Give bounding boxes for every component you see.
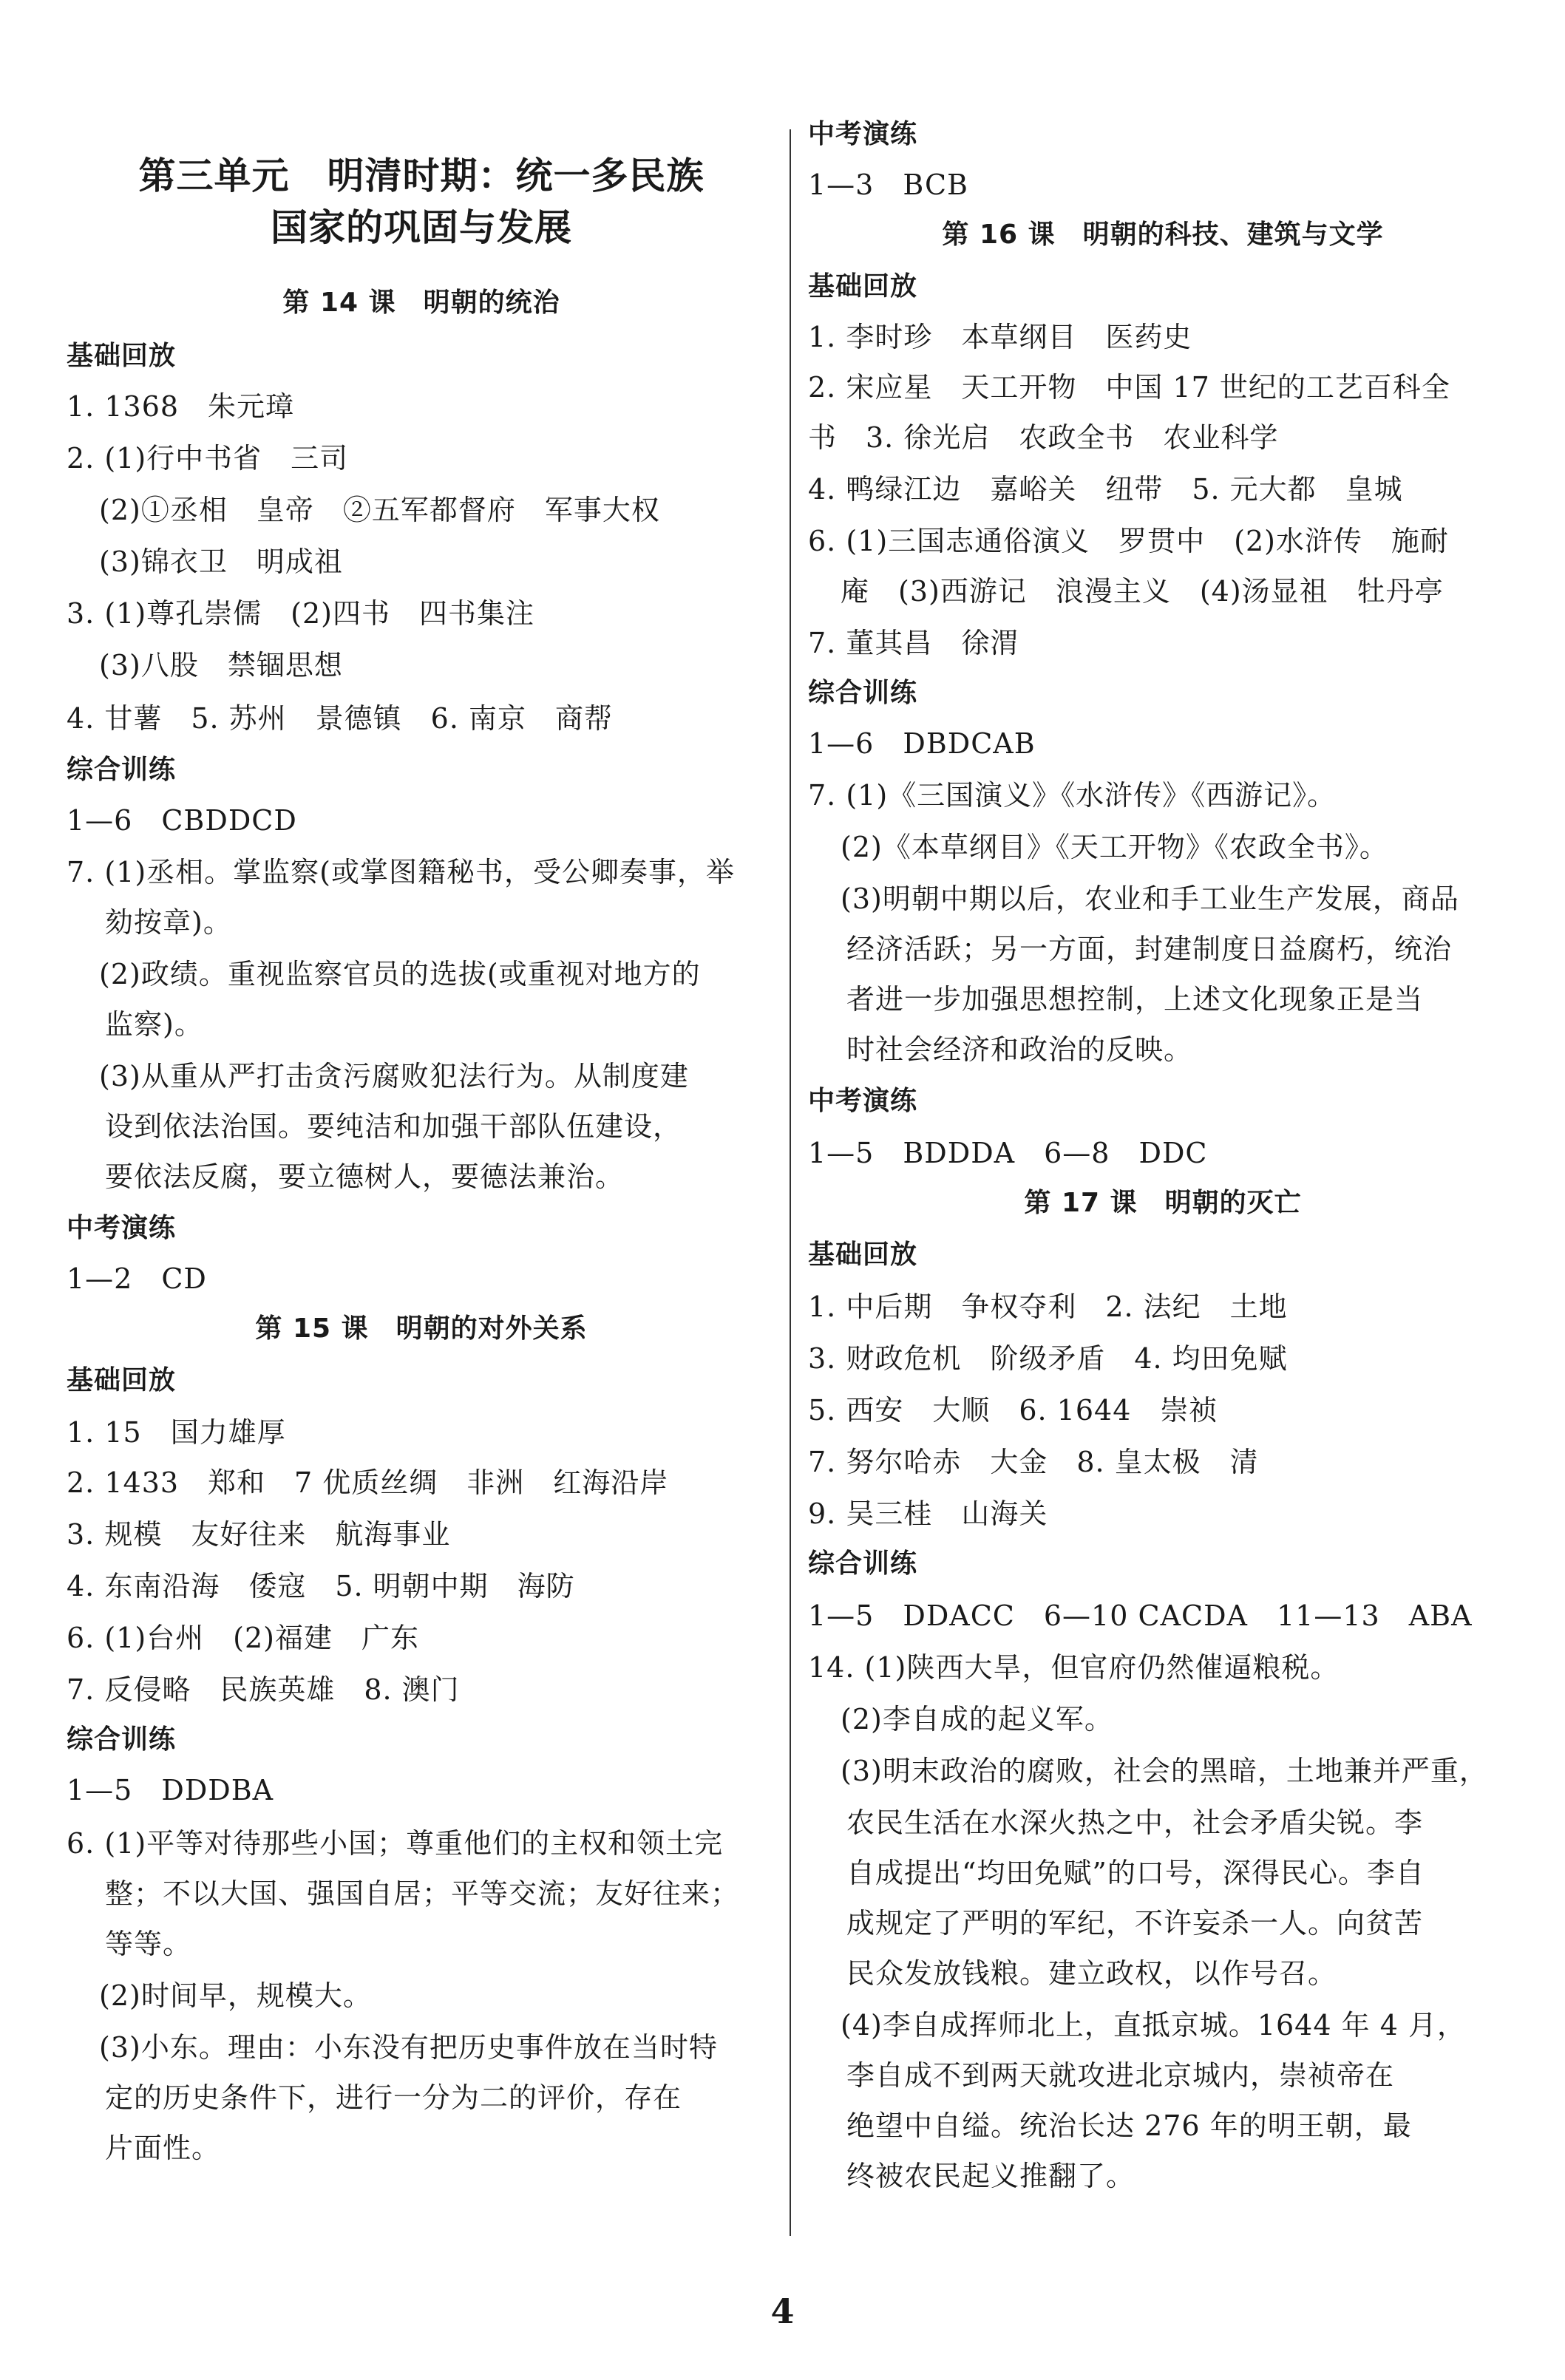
page-number: 4: [770, 2291, 795, 2331]
answer-subline: (2)《本草纲目》《天工开物》《农政全书》。: [841, 831, 1388, 863]
answer-continuation: 农民生活在水深火热之中，社会矛盾尖锐。李: [846, 1806, 1424, 1839]
answer-line: 9. 吴三桂 山海关: [808, 1497, 1048, 1530]
answer-continuation: 时社会经济和政治的反映。: [846, 1033, 1193, 1066]
answer-line: 书 3. 徐光启 农政全书 农业科学: [808, 421, 1279, 454]
answer-line: 4. 甘薯 5. 苏州 景德镇 6. 南京 商帮: [67, 702, 614, 735]
section-heading: 中考演练: [808, 119, 918, 149]
answer-subline: (2)时间早，规模大。: [99, 1979, 372, 2012]
answer-subline: (2)①丞相 皇帝 ②五军都督府 军事大权: [99, 494, 660, 526]
answer-continuation: 定的历史条件下，进行一分为二的评价，存在: [105, 2081, 682, 2114]
section-heading: 综合训练: [67, 755, 177, 785]
section-heading: 基础回放: [808, 1240, 918, 1270]
section-heading: 中考演练: [808, 1086, 918, 1116]
answer-continuation: 者进一步加强思想控制，上述文化现象正是当: [846, 983, 1424, 1016]
section-heading: 综合训练: [808, 1548, 918, 1579]
answer-continuation: 设到依法治国。要纯洁和加强干部队伍建设，: [105, 1110, 682, 1143]
section-heading: 综合训练: [808, 678, 918, 708]
answer-line: 4. 鸭绿江边 嘉峪关 纽带 5. 元大都 皇城: [808, 473, 1403, 506]
answer-subline: (2)政绩。重视监察官员的选拔(或重视对地方的: [99, 958, 701, 990]
answer-line: 6. (1)平等对待那些小国；尊重他们的主权和领土完: [67, 1827, 724, 1860]
answer-line: 6. (1)台州 (2)福建 广东: [67, 1622, 419, 1654]
section-heading: 基础回放: [67, 1365, 177, 1395]
answer-subline: (3)从重从严打击贪污腐败犯法行为。从制度建: [99, 1060, 689, 1092]
section-heading: 基础回放: [67, 341, 177, 371]
lesson-title: 第 16 课 明朝的科技、建筑与文学: [942, 220, 1384, 250]
lesson-title: 第 15 课 明朝的对外关系: [255, 1313, 588, 1344]
answer-continuation: 等等。: [105, 1928, 192, 1960]
answer-subline: (3)明朝中期以后，农业和手工业生产发展，商品: [841, 883, 1459, 915]
lesson-title: 第 14 课 明朝的统治: [282, 288, 560, 318]
lesson-title: 第 17 课 明朝的灭亡: [1024, 1188, 1302, 1218]
answer-line: 1—2 CD: [67, 1262, 207, 1295]
answer-continuation: 自成提出“均田免赋”的口号，深得民心。李自: [846, 1857, 1425, 1889]
section-heading: 综合训练: [67, 1724, 177, 1755]
answer-subline: (2)李自成的起义军。: [841, 1703, 1113, 1735]
answer-continuation: 民众发放钱粮。建立政权，以作号召。: [846, 1957, 1337, 1990]
answer-line: 1. 李时珍 本草纲目 医药史: [808, 321, 1192, 353]
answer-line: 1. 1368 朱元璋: [67, 390, 295, 423]
answer-line: 3. 规模 友好往来 航海事业: [67, 1518, 451, 1551]
unit-title: 国家的巩固与发展: [271, 205, 572, 249]
answer-subline: (3)八股 禁锢思想: [99, 649, 343, 681]
answer-continuation: 成规定了严明的军纪，不许妄杀一人。向贫苦: [846, 1907, 1424, 1939]
answer-line: 1—3 BCB: [808, 169, 968, 201]
answer-line: 1—6 DBDCAB: [808, 727, 1036, 760]
answer-subline: (3)锦衣卫 明成祖: [99, 545, 343, 578]
answer-subline: 庵 (3)西游记 浪漫主义 (4)汤显祖 牡丹亭: [841, 575, 1444, 608]
answer-continuation: 经济活跃；另一方面，封建制度日益腐朽，统治: [846, 933, 1453, 965]
answer-line: 1—5 DDDBA: [67, 1774, 274, 1806]
answer-subline: (3)小东。理由：小东没有把历史事件放在当时特: [99, 2031, 718, 2064]
answer-line: 7. 反侵略 民族英雄 8. 澳门: [67, 1673, 460, 1706]
answer-line: 3. (1)尊孔崇儒 (2)四书 四书集注: [67, 597, 534, 630]
answer-line: 1. 15 国力雄厚: [67, 1416, 286, 1449]
answer-continuation: 整；不以大国、强国自居；平等交流；友好往来；: [105, 1877, 740, 1910]
answer-line: 2. 宋应星 天工开物 中国 17 世纪的工艺百科全: [808, 371, 1450, 404]
section-heading: 中考演练: [67, 1213, 177, 1243]
answer-line: 1—6 CBDDCD: [67, 804, 297, 837]
answer-line: 2. 1433 郑和 7 优质丝绸 非洲 红海沿岸: [67, 1466, 669, 1499]
answer-continuation: 终被农民起义推翻了。: [846, 2160, 1135, 2192]
answer-continuation: 绝望中自缢。统治长达 276 年的明王朝，最: [846, 2109, 1412, 2142]
answer-line: 7. (1)《三国演义》《水浒传》《西游记》。: [808, 779, 1337, 812]
answer-line: 2. (1)行中书省 三司: [67, 442, 349, 475]
answer-line: 7. 董其昌 徐渭: [808, 627, 1019, 659]
answer-continuation: 李自成不到两天就攻进北京城内，崇祯帝在: [846, 2059, 1395, 2092]
answer-continuation: 片面性。: [105, 2132, 221, 2164]
answer-subline: (4)李自成挥师北上，直抵京城。1644 年 4 月，: [841, 2009, 1466, 2041]
answer-continuation: 劾按章)。: [105, 906, 232, 939]
answer-line: 5. 西安 大顺 6. 1644 崇祯: [808, 1394, 1218, 1427]
answer-subline: (3)明末政治的腐败，社会的黑暗，土地兼并严重，: [841, 1755, 1488, 1787]
answer-continuation: 要依法反腐，要立德树人，要德法兼治。: [105, 1160, 625, 1193]
answer-line: 1—5 BDDDA 6—8 DDC: [808, 1137, 1208, 1169]
section-heading: 基础回放: [808, 271, 918, 302]
answer-line: 1—5 DDACC 6—10 CACDA 11—13 ABA: [808, 1599, 1473, 1632]
answer-line: 3. 财政危机 阶级矛盾 4. 均田免赋: [808, 1342, 1288, 1375]
answer-continuation: 监察)。: [105, 1008, 203, 1041]
column-divider: [790, 129, 791, 2236]
answer-line: 1. 中后期 争权夺利 2. 法纪 土地: [808, 1291, 1288, 1323]
unit-title: 第三单元 明清时期：统一多民族: [138, 154, 705, 197]
answer-line: 14. (1)陕西大旱，但官府仍然催逼粮税。: [808, 1651, 1340, 1684]
answer-line: 6. (1)三国志通俗演义 罗贯中 (2)水浒传 施耐: [808, 525, 1449, 557]
answer-line: 7. 努尔哈赤 大金 8. 皇太极 清: [808, 1446, 1259, 1478]
answer-line: 7. (1)丞相。掌监察(或掌图籍秘书，受公卿奏事，举: [67, 856, 735, 888]
answer-line: 4. 东南沿海 倭寇 5. 明朝中期 海防: [67, 1570, 575, 1602]
